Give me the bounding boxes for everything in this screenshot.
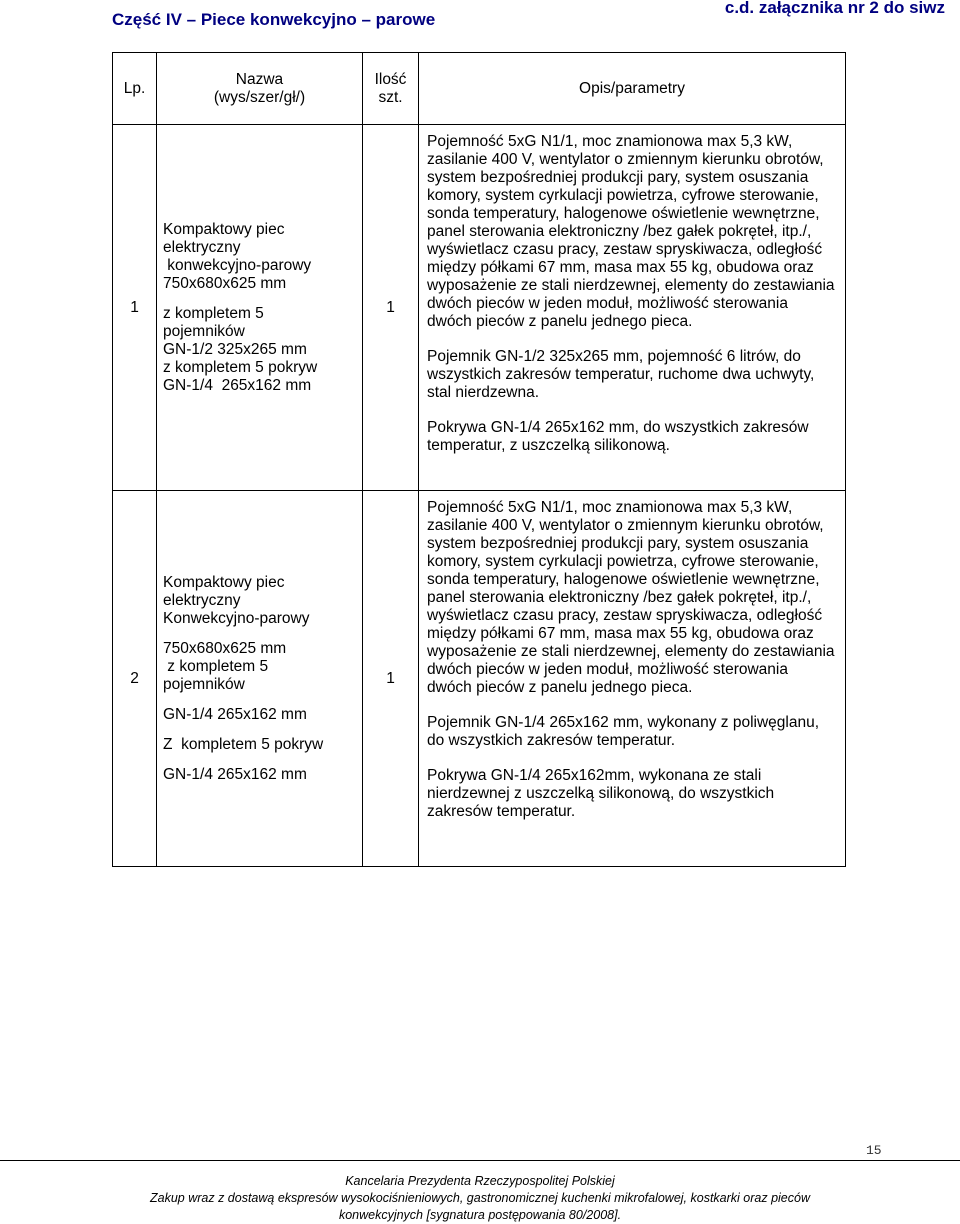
description: [419, 491, 846, 867]
footer-divider: [0, 1160, 960, 1161]
name-line: Kompaktowy piec: [163, 573, 285, 591]
table-header-row: [113, 53, 846, 125]
description-paragraph: Pojemność 5xG N1/1, moc znamionowa max 5,3 kW, zasilanie 400 V, wentylator o zmiennym kierunku obrotów, system bezpośredniej produkcji pary, system osuszania komory, system cyrkulacji powietrza, cyfrowe sterowanie, sonda temperatury, halogenowe oświetlenie wewnętrzne, panel sterowania elektroniczny /bez gałek pokręteł, itp./, wyświetlacz czasu pracy, zestaw spryskiwacza, odległość między półkami 67 mm, masa max 55 kg, obudowa oraz wyposażenie ze stali nierdzewnej, elementy do zestawiania dwóch pieców w jeden moduł, możliwość sterowania dwóch pieców z panelu jednego pieca.: [427, 133, 835, 330]
footer-line-3: konwekcyjnych [sygnatura postępowania 80/2008].: [338, 1208, 622, 1222]
name-line: [163, 628, 362, 640]
name-line: Z kompletem 5 pokryw: [163, 735, 324, 753]
name-line: GN-1/4 265x162 mm: [163, 765, 307, 783]
header-lp: Lp.: [113, 53, 157, 125]
product-name: [157, 491, 363, 867]
table-row: [113, 125, 846, 491]
specification-table: [112, 52, 846, 867]
header-name-line1: Nazwa: [235, 70, 284, 88]
footer-line-1: Kancelaria Prezydenta Rzeczypospolitej Polskiej: [345, 1174, 615, 1188]
name-line: pojemników: [163, 322, 245, 340]
row-number: 2: [113, 491, 157, 867]
description-paragraph: Pojemnik GN-1/2 325x265 mm, pojemność 6 litrów, do wszystkich zakresów temperatur, ruchome dwa uchwyty, stal nierdzewna.: [427, 348, 815, 401]
attachment-label: c.d. załącznika nr 2 do siwz: [724, 0, 945, 17]
description: [419, 125, 846, 491]
name-line: [163, 754, 362, 766]
description-paragraph: Pokrywa GN-1/4 265x162mm, wykonana ze stali nierdzewnej z uszczelką silikonową, do wszystkich zakresów temperatur.: [427, 767, 775, 820]
page-number: 15: [866, 1143, 882, 1158]
name-line: elektryczny: [163, 238, 241, 256]
name-line: z kompletem 5: [163, 304, 264, 322]
name-line: Kompaktowy piec: [163, 220, 285, 238]
header-name: [157, 53, 363, 125]
name-line: [163, 724, 362, 736]
header-qty-line1: Ilość: [374, 70, 407, 88]
header-qty-line2: szt.: [378, 88, 403, 106]
name-line: GN-1/2 325x265 mm: [163, 340, 307, 358]
name-line: GN-1/4 265x162 mm: [163, 376, 312, 394]
name-line: [163, 694, 362, 706]
name-line: z kompletem 5 pokryw: [163, 358, 318, 376]
description-paragraph: Pokrywa GN-1/4 265x162 mm, do wszystkich zakresów temperatur, z uszczelką silikonową.: [427, 419, 809, 454]
footer-line-2: Zakup wraz z dostawą ekspresów wysokociśnieniowych, gastronomicznej kuchenki mikrofalowej, kostkarki oraz pieców: [150, 1191, 810, 1205]
name-line: z kompletem 5: [163, 657, 269, 675]
name-line: Konwekcyjno-parowy: [163, 609, 310, 627]
description-paragraph: Pojemnik GN-1/4 265x162 mm, wykonany z poliwęglanu, do wszystkich zakresów temperatur.: [427, 714, 819, 749]
header-qty: [363, 53, 419, 125]
name-line: konwekcyjno-parowy: [163, 256, 312, 274]
name-line: pojemników: [163, 675, 245, 693]
section-title: Część IV – Piece konwekcyjno – parowe: [112, 10, 436, 29]
header-desc: Opis/parametry: [419, 53, 846, 125]
name-line: elektryczny: [163, 591, 241, 609]
product-name: [157, 125, 363, 491]
row-number: 1: [113, 125, 157, 491]
quantity: 1: [363, 125, 419, 491]
quantity: 1: [363, 491, 419, 867]
header-name-line2: (wys/szer/gł/): [213, 88, 306, 106]
name-line: GN-1/4 265x162 mm: [163, 705, 307, 723]
description-paragraph: Pojemność 5xG N1/1, moc znamionowa max 5,3 kW, zasilanie 400 V, wentylator o zmiennym kierunku obrotów, system bezpośredniej produkcji pary, system osuszania komory, system cyrkulacji powietrza, cyfrowe sterowanie, sonda temperatury, halogenowe oświetlenie wewnętrzne, panel sterowania elektroniczny /bez gałek pokręteł, itp./, wyświetlacz czasu pracy, zestaw spryskiwacza, odległość między półkami 67 mm, masa max 55 kg, obudowa oraz wyposażenie ze stali nierdzewnej, elementy do zestawiania dwóch pieców w jeden moduł, możliwość sterowania dwóch pieców z panelu jednego pieca.: [427, 499, 835, 696]
name-line: 750x680x625 mm: [163, 274, 287, 292]
footer: [0, 1173, 960, 1224]
name-line: 750x680x625 mm: [163, 639, 287, 657]
table-row: [113, 491, 846, 867]
name-line: [163, 293, 362, 305]
